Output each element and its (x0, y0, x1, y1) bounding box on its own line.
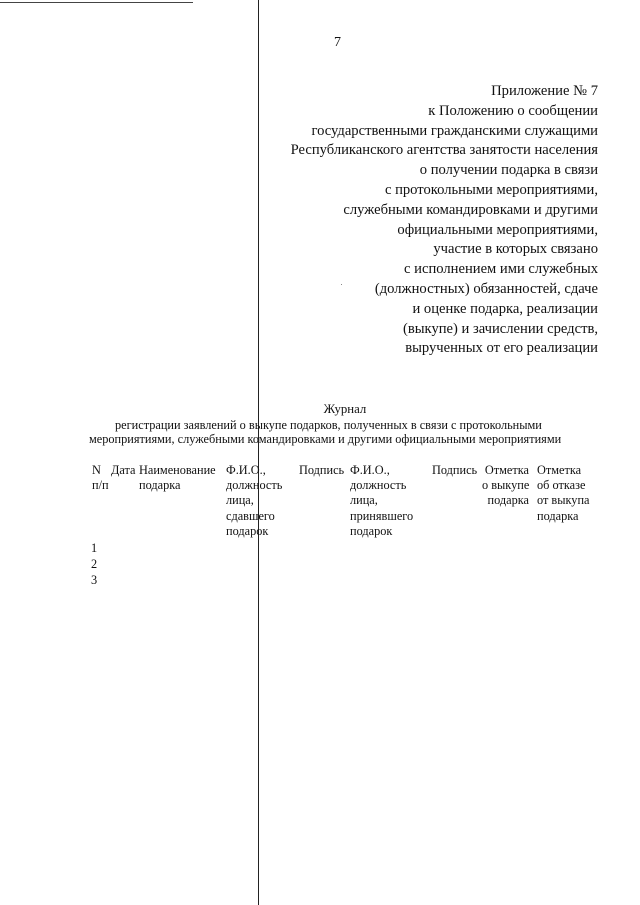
appendix-line: (выкупе) и зачислении средств, (403, 320, 598, 337)
appendix-line: служебными командировками и другими (343, 201, 598, 218)
header-fio-giver-line: Ф.И.О., (226, 463, 266, 477)
header-fio-receiver (350, 463, 413, 539)
header-refusal-mark-line: от выкупа (537, 493, 590, 508)
header-date-line: Дата (111, 463, 136, 477)
header-buyout-mark-line: о выкупе (482, 478, 530, 493)
header-buyout-mark (482, 463, 529, 509)
table-row-number: 1 (91, 541, 98, 555)
header-num-line: N (92, 463, 101, 477)
table-row-number: 2 (91, 557, 98, 571)
header-fio-receiver-line: подарок (350, 523, 393, 538)
appendix-line: государственными гражданскими служащими (311, 122, 598, 139)
header-refusal-mark-line: подарка (537, 508, 579, 523)
appendix-line: и оценке подарка, реализации (412, 300, 598, 317)
header-gift-name-line: подарка (139, 478, 181, 493)
scan-speck (341, 284, 342, 285)
appendix-block (198, 82, 598, 359)
header-num-line: п/п (92, 478, 109, 493)
table-row-number: 3 (91, 573, 98, 587)
header-fio-receiver-line: должность (350, 478, 407, 493)
appendix-line: участие в которых связано (433, 241, 598, 258)
page-number: 7 (334, 35, 341, 50)
appendix-line: с протокольными мероприятиями, (384, 181, 598, 198)
journal-subtitle-line-2: мероприятиями, служебными командировками и другими официальными мероприятиями (89, 432, 562, 446)
header-fio-giver-line: лица, (226, 493, 254, 508)
header-gift-name-line: Наименование (139, 463, 216, 477)
header-sign-giver (299, 463, 344, 478)
appendix-line: (должностных) обязанностей, сдаче (374, 280, 598, 297)
appendix-line: Республиканского агентства занятости населения (290, 142, 598, 159)
appendix-line: Приложение № 7 (491, 83, 598, 99)
header-sign-receiver-line: Подпись (432, 463, 478, 477)
appendix-line: официальными мероприятиями, (397, 221, 598, 238)
header-buyout-mark-line: подарка (487, 493, 529, 508)
header-fio-giver (226, 463, 282, 539)
header-refusal-mark-line: об отказе (537, 478, 586, 493)
row-numbers (91, 540, 97, 588)
header-num (92, 463, 109, 493)
appendix-line: к Положению о сообщении (428, 102, 598, 119)
header-gift-name (139, 463, 216, 493)
header-fio-receiver-line: лица, (350, 493, 378, 508)
header-fio-receiver-line: Ф.И.О., (350, 463, 390, 477)
header-sign-giver-line: Подпись (299, 463, 345, 477)
appendix-line: вырученных от его реализации (405, 340, 598, 357)
appendix-line: с исполнением ими служебных (404, 261, 598, 278)
appendix-line: о получении подарка в связи (419, 162, 598, 179)
header-fio-giver-line: подарок (226, 523, 269, 538)
journal-title: Журнал (323, 402, 367, 416)
header-refusal-mark (537, 463, 590, 524)
header-sign-receiver (432, 463, 477, 478)
header-refusal-mark-line: Отметка (537, 463, 582, 477)
header-date (111, 463, 136, 478)
header-buyout-mark-line: Отметка (484, 463, 529, 477)
header-fio-receiver-line: принявшего (350, 508, 414, 523)
header-fio-giver-line: должность (226, 478, 283, 493)
top-rule (0, 2, 193, 3)
journal-subtitle-line-1: регистрации заявлений о выкупе подарков, полученных в связи с протокольными (115, 418, 542, 432)
header-fio-giver-line: сдавшего (226, 508, 275, 523)
